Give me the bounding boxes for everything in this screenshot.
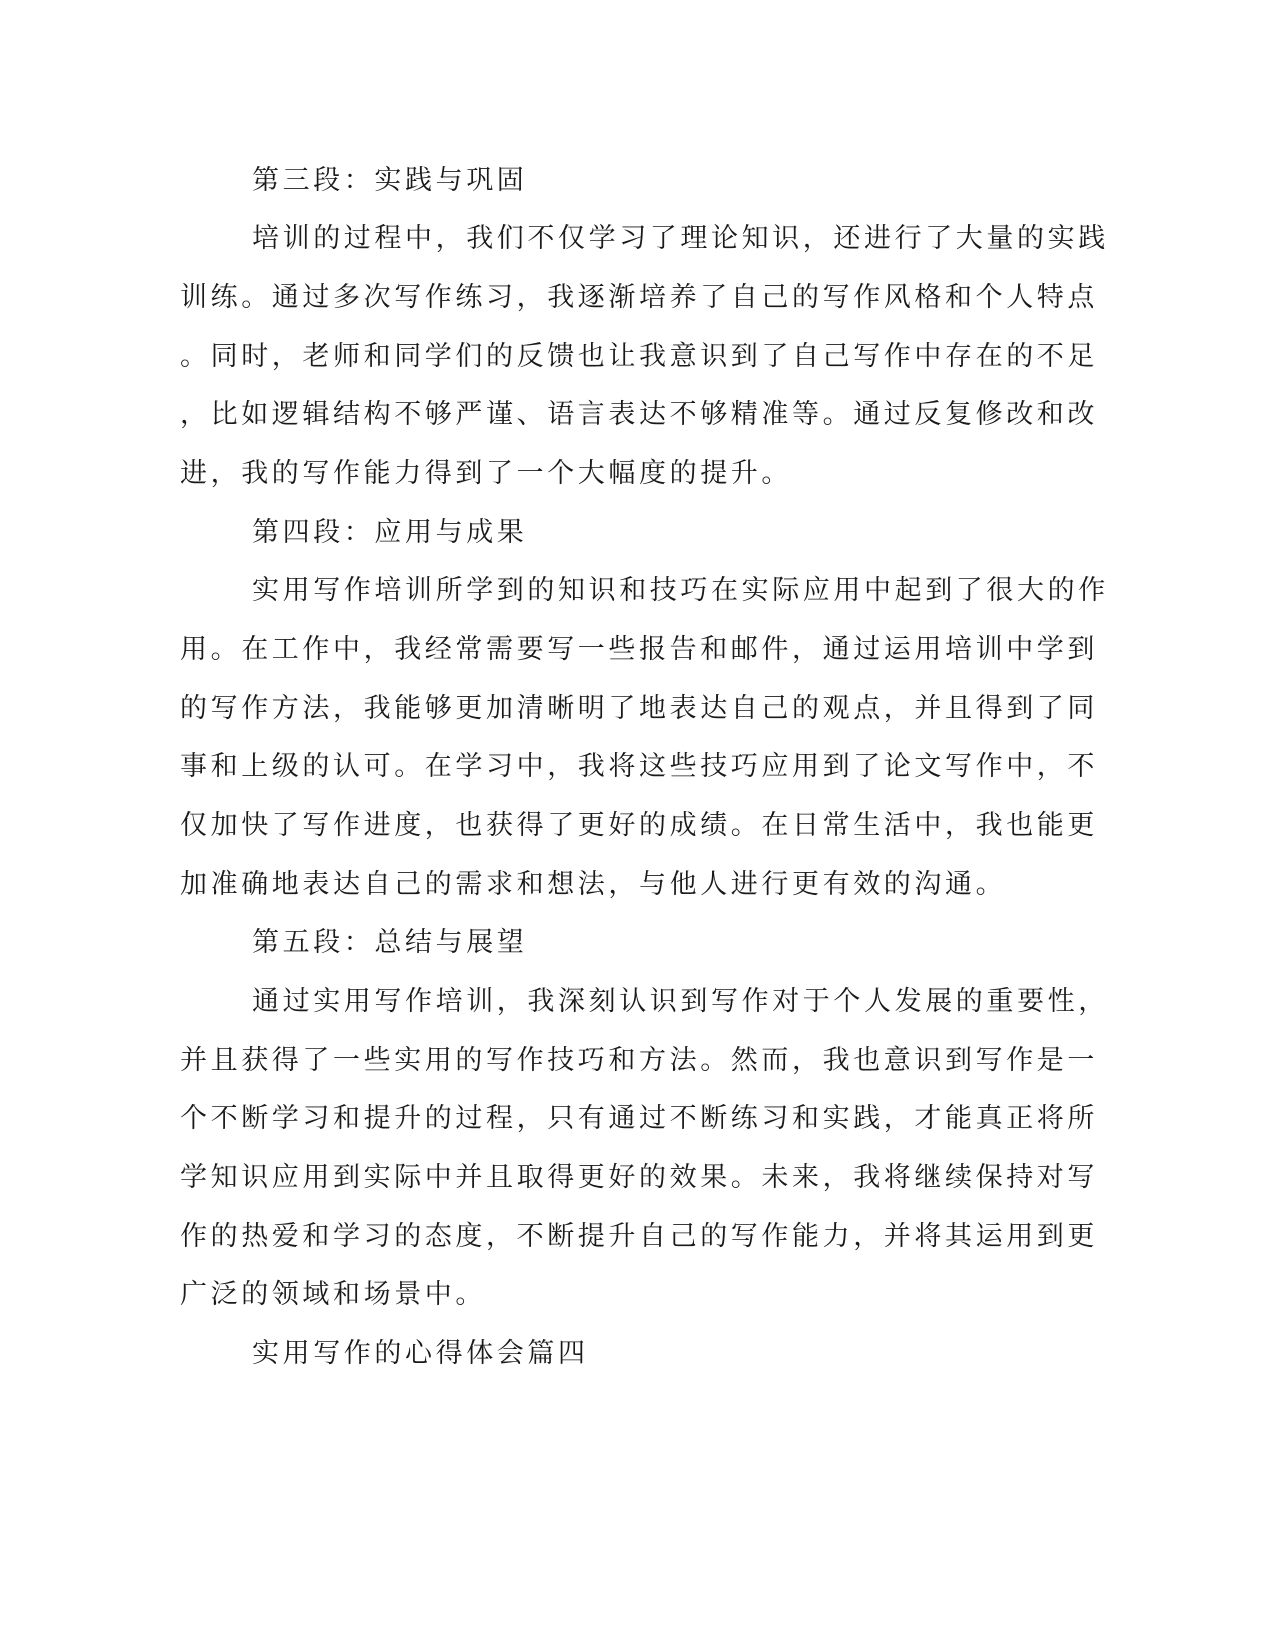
paragraph-line: 通过实用写作培训，我深刻认识到写作对于个人发展的重要性， <box>252 986 1109 1017</box>
paragraph-line: 事和上级的认可。在学习中，我将这些技巧应用到了论文写作中，不 <box>180 751 1098 782</box>
article-title: 实用写作的心得体会篇四 <box>252 1338 589 1369</box>
section-heading-4: 第四段：应用与成果 <box>252 517 528 548</box>
paragraph-line: 进，我的写作能力得到了一个大幅度的提升。 <box>180 458 792 489</box>
paragraph-line: 的写作方法，我能够更加清晰明了地表达自己的观点，并且得到了同 <box>180 693 1098 724</box>
section-heading-3: 第三段：实践与巩固 <box>252 165 528 196</box>
paragraph-line: ，比如逻辑结构不够严谨、语言表达不够精准等。通过反复修改和改 <box>180 399 1098 430</box>
paragraph-line: 加准确地表达自己的需求和想法，与他人进行更有效的沟通。 <box>180 869 1007 900</box>
paragraph-line: 个不断学习和提升的过程，只有通过不断练习和实践，才能真正将所 <box>180 1103 1098 1134</box>
paragraph-line: 仅加快了写作进度，也获得了更好的成绩。在日常生活中，我也能更 <box>180 810 1098 841</box>
paragraph-line: 用。在工作中，我经常需要写一些报告和邮件，通过运用培训中学到 <box>180 634 1098 665</box>
paragraph-line: 训练。通过多次写作练习，我逐渐培养了自己的写作风格和个人特点 <box>180 282 1098 313</box>
paragraph-line: 并且获得了一些实用的写作技巧和方法。然而，我也意识到写作是一 <box>180 1045 1098 1076</box>
paragraph-line: 培训的过程中，我们不仅学习了理论知识，还进行了大量的实践 <box>252 223 1109 254</box>
paragraph-line: 作的热爱和学习的态度，不断提升自己的写作能力，并将其运用到更 <box>180 1221 1098 1252</box>
section-heading-5: 第五段：总结与展望 <box>252 927 528 958</box>
paragraph-line: 实用写作培训所学到的知识和技巧在实际应用中起到了很大的作 <box>252 575 1109 606</box>
paragraph-line: 广泛的领域和场景中。 <box>180 1279 486 1310</box>
paragraph-line: 。同时，老师和同学们的反馈也让我意识到了自己写作中存在的不足 <box>180 341 1098 372</box>
paragraph-line: 学知识应用到实际中并且取得更好的效果。未来，我将继续保持对写 <box>180 1162 1098 1193</box>
